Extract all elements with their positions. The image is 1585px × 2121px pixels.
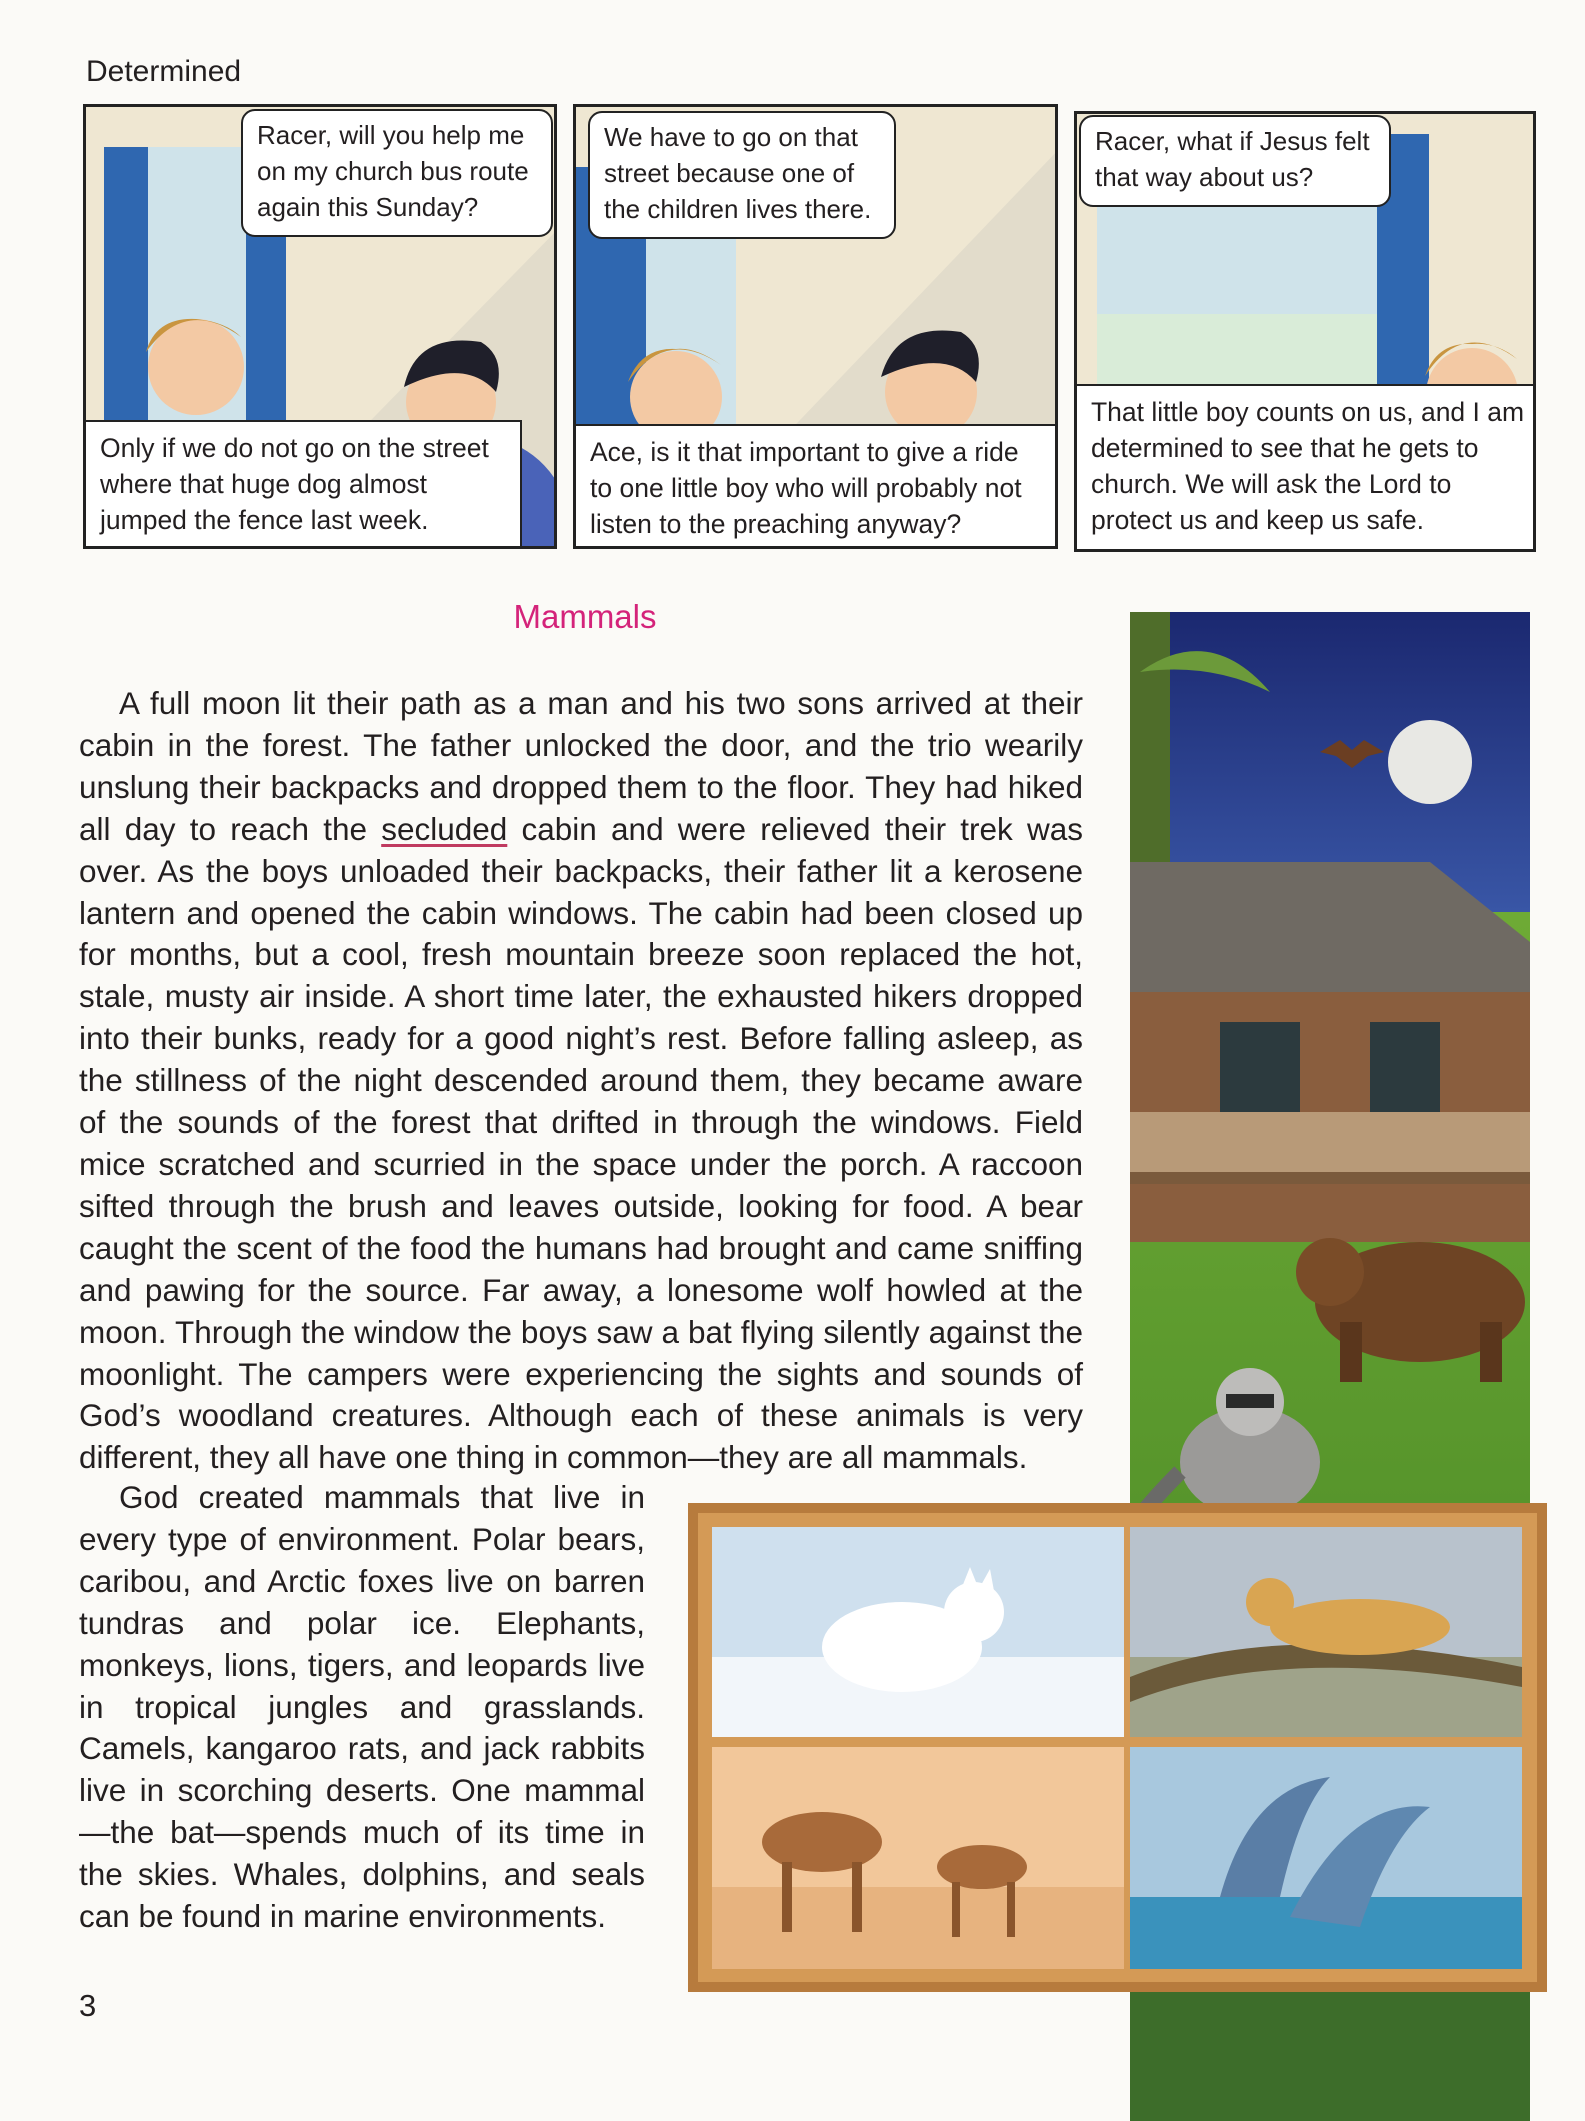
animal-photo-frame	[688, 1503, 1547, 1992]
caption-panel-3: That little boy counts on us, and I am determined to see that he gets to church. We will ask the Lord to protect us and keep us safe.	[1077, 384, 1536, 552]
speech-bubble-panel-2: We have to go on that street because one of the children lives there.	[588, 111, 896, 239]
comic-title: Determined	[86, 55, 242, 88]
paragraph-1-text-end: cabin and were relieved their trek was over. As the boys unloaded their backpacks, their father lit a kerosene lantern and opened the cabin windows. The cabin had been closed up for months, but a cool, fresh mountain breeze soon replaced the hot, stale, musty air inside. A short time later, the exhausted hikers dropped into their bunks, ready for a good night’s rest. Before falling asleep, as the stillness of the night descended around them, they became aware of the sounds of the forest that drifted in through the windows. Field mice scratched and scurried in the space under the porch. A raccoon sifted through the brush and leaves outside, looking for food. A bear caught the scent of the food the humans had brought and came sniffing and pawing for the source. Far away, a lonesome wolf howled at the moon. Through the window the boys saw a bat flying silently against the moonlight. The campers were experiencing the sights and sounds of God’s woodland creatures. Although each of these animals is very different, they all have one thing in common—they are all mammals.	[79, 810, 1083, 1476]
speech-bubble-panel-3: Racer, what if Jesus felt that way about us?	[1079, 115, 1391, 207]
mammals-paragraph-1	[79, 683, 1083, 1479]
leopard-photo	[1130, 1527, 1522, 1737]
paragraph-1-text-start: A full moon lit their path as a man and his two sons arrived at their cabin in the forest. The father unlocked the door, and the trio wearily unslung their backpacks and dropped them to the floor. They had hiked all day to reach the	[79, 685, 1083, 847]
moon-illustration	[1388, 720, 1472, 804]
camels-photo	[712, 1747, 1124, 1969]
speech-bubble-panel-1: Racer, will you help me on my church bus route again this Sunday?	[241, 109, 553, 237]
comic-panel-1	[83, 104, 557, 549]
cabin-illustration	[1130, 862, 1530, 1242]
comic-panel-2	[573, 104, 1058, 549]
caption-panel-1: Only if we do not go on the street where that huge dog almost jumped the fence last week.	[86, 420, 522, 548]
caption-panel-2: Ace, is it that important to give a ride to one little boy who will probably not listen to the preaching anyway?	[576, 424, 1058, 549]
arctic-fox-photo	[712, 1527, 1124, 1737]
vocabulary-word: secluded	[381, 810, 508, 847]
mammals-paragraph-2: God created mammals that live in every type of environment. Polar bears, caribou, and Arctic foxes live on barren tundras and polar ice. Elephants, monkeys, lions, tigers, and leopards live in tropical jungles and grasslands. Camels, kangaroo rats, and jack rabbits live in scorching deserts. One mammal—the bat—spends much of its time in the skies. Whales, dolphins, and seals can be found in marine environments.	[79, 1479, 645, 1935]
dolphins-photo	[1130, 1747, 1522, 1969]
comic-panel-3	[1074, 111, 1536, 552]
page-number: 3	[79, 1988, 97, 2023]
section-heading: Mammals	[513, 598, 657, 635]
